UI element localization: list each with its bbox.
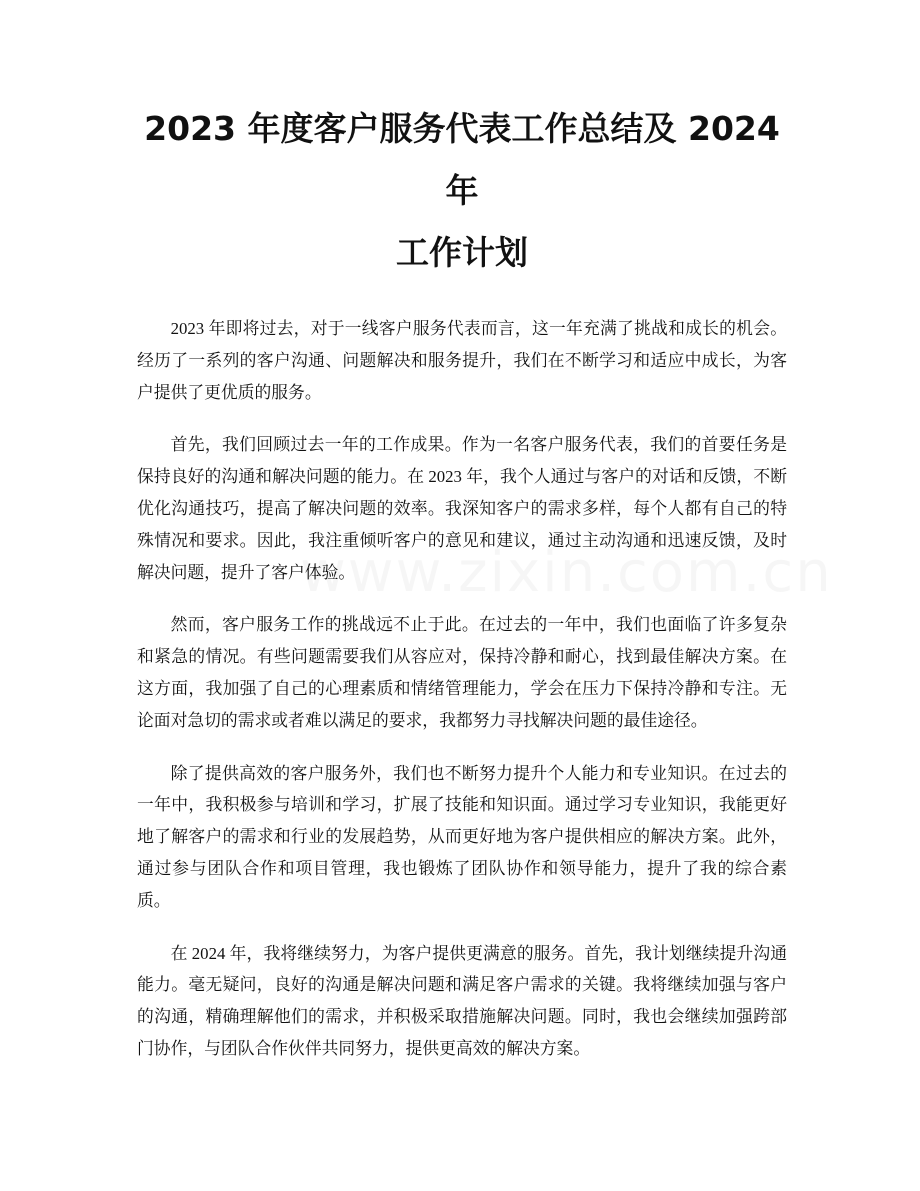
title-line-1: 2023 年度客户服务代表工作总结及 2024 年 [144,109,780,210]
title-line-2: 工作计划 [396,233,528,272]
document-title [137,98,787,284]
paragraph-2024-plan: 在 2024 年，我将继续努力，为客户提供更满意的服务。首先，我计划继续提升沟通能力。毫无疑问，良好的沟通是解决问题和满足客户需求的关键。我将继续加强与客户的沟通，精确理解他们的需求，并积极采取措施解决问题。同时，我也会继续加强跨部门协作，与团队合作伙伴共同努力，提供更高效的解决方案。 [137,943,787,1058]
paragraph-intro: 2023 年即将过去，对于一线客户服务代表而言，这一年充满了挑战和成长的机会。经历了一系列的客户沟通、问题解决和服务提升，我们在不断学习和适应中成长，为客户提供了更优质的服务。 [137,319,787,402]
paragraph-self-improvement: 除了提供高效的客户服务外，我们也不断努力提升个人能力和专业知识。在过去的一年中，我积极参与培训和学习，扩展了技能和知识面。通过学习专业知识，我能更好地了解客户的需求和行业的发展趋势，从而更好地为客户提供相应的解决方案。此外，通过参与团队合作和项目管理，我也锻炼了团队协作和领导能力，提升了我的综合素质。 [137,763,787,910]
paragraph-challenges: 然而，客户服务工作的挑战远不止于此。在过去的一年中，我们也面临了许多复杂和紧急的情况。有些问题需要我们从容应对，保持冷静和耐心，找到最佳解决方案。在这方面，我加强了自己的心理素质和情绪管理能力，学会在压力下保持冷静和专注。无论面对急切的需求或者难以满足的要求，我都努力寻找解决问题的最佳途径。 [137,615,787,730]
paragraph-achievements: 首先，我们回顾过去一年的工作成果。作为一名客户服务代表，我们的首要任务是保持良好的沟通和解决问题的能力。在 2023 年，我个人通过与客户的对话和反馈，不断优化沟通技巧，提高了解决问题的效率。我深知客户的需求多样，每个人都有自己的特殊情况和要求。因此，我注重倾听客户的意见和建议，通过主动沟通和迅速反馈，及时解决问题，提升了客户体验。 [137,435,787,582]
